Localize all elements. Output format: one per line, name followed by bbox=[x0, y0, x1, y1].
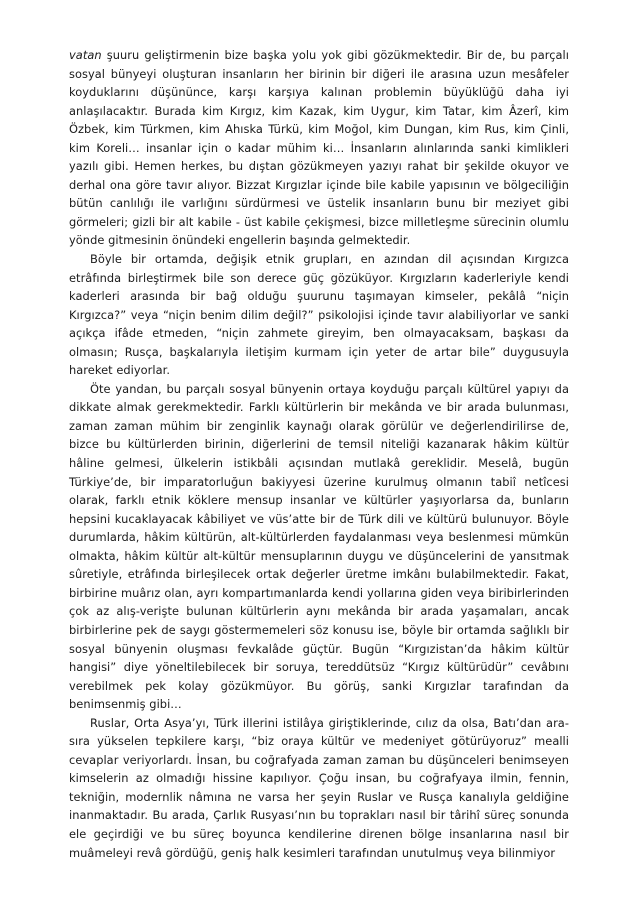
italic-word: vatan bbox=[69, 48, 102, 62]
paragraph-3: Öte yandan, bu parçalı sosyal bünyenin ortaya koyduğu parçalı kültürel yapıyı da dikkate almak gerekmektedir. Farklı kültürlerin bir mekânda ve bir arada bulunması, zaman zaman mühim bir zenginlik kaynağı olarak görülür ve değerlendirilirse de, bizce bu kültürlerden birinin, diğerlerini de temsil niteliği kazanarak hâkim kültür hâline gelmesi, ülkelerin istikbâli açısından mutlakâ gereklidir. Meselâ, bugün Türkiye’de, bir imparatorluğun bakiyyesi üzerine kurulmuş olmanın tabiî netîcesi olarak, farklı etnik köklere mensup insanlar ve kültürler yaşıyorlarsa da, bunların hepsini kucaklayacak kâbiliyet ve vüs’atte bir de Türk dili ve kültürü bulunuyor. Böyle durumlarda, hâkim kültürün, alt-kültürlerden faydalanması veya beslenmesi mümkün olmakta, hâkim kültür alt-kültür mensuplarının duygu ve düşüncelerini de yansıtmak sûretiyle, etrâfında birleşilecek ortak değerler üretme imkânı bulabilmektedir. Fakat, birbirine muârız olan, ayrı kompartımanlarda kendi yollarına giden veya biribirlerinden çok az alış-verişte bulunan kültürlerin aynı mekânda bir arada yaşamaları, ancak birbirlerine pek de saygı göstermemeleri söz konusu ise, böyle bir ortamda sağlıklı bir sosyal bünyenin oluşması fevkalâde güçtür. Bugün “Kırgızistan’da hâkim kültür hangisi” diye yöneltilebilecek bir soruya, tereddütsüz “Kırgız kültürüdür” cevâbını verebilmek pek kolay gözükmüyor. Bu görüş, sanki Kırgızlar tarafından da benimsenmiş gibi… bbox=[69, 381, 569, 712]
paragraph-2: Böyle bir ortamda, değişik etnik grupları, en azından dil açısından Kırgızca etrâfında birleştirmek bile son derece güç gözüküyor. Kırgızların kaderleriyle kendi kaderleri arasında bir bağ olduğu şuurunu taşımayan kimseler, pekâlâ “niçin Kırgızca?” veya “niçin benim dilim değil?” psikolojisi içinde tavır alabiliyorlar ve sanki açıkça ifâde etmeden, “niçin zahmete gireyim, ben olmayacaksam, başkası da olmasın; Rusça, başkalarıyla iletişim kurmam için yeter de artar bile” duygusuyla hareket ediyorlar. bbox=[69, 252, 569, 378]
paragraph-1 bbox=[69, 46, 569, 250]
paragraph-4: Ruslar, Orta Asya’yı, Türk illerini istilâya giriştiklerinde, cılız da olsa, Batı’dan ara-sıra yükselen tepkilere karşı, “biz oraya kültür ve medeniyet götürüyoruz” mealli cevaplar veriyorlardı. İnsan, bu coğrafyada zaman zaman bu düşünceleri benimseyen kimselerin az olmadığı hissine kapılıyor. Çoğu insan, bu coğrafyaya ilmin, fennin, tekniğin, modernlik nâmına ne varsa her şeyin Ruslar ve Rusça kanalıyla geldiğine inanmaktadır. Bu arada, Çarlık Rusyası’nın bu toprakları nasıl bir târihî süreç sonunda ele geçirdiği ve bu süreç boyunca kendilerine direnen bölge insanlarına nasıl bir muâmeleyi revâ gördüğü, geniş halk kesimleri tarafından unutulmuş veya bilinmiyor bbox=[69, 715, 569, 860]
paragraph-text: şuuru geliştirmenin bize başka yolu yok gibi gözükmektedir. Bir de, bu parçalı sosyal bünyeyi oluşturan insanların her birinin bir diğeri ile arasına uzun mesâfeler koyduklarını düşününce, karşı karşıya kalınan problemin büyüklüğü daha iyi anlaşılacaktır. Burada kim Kırgız, kim Kazak, kim Uygur, kim Tatar, kim Âzerî, kim Özbek, kim Türkmen, kim Ahıska Türkü, kim Moğol, kim Dungan, kim Rus, kim Çinli, kim Koreli… insanlar için o kadar mühim ki… İnsanların alınlarında sanki kimlikleri yazılı gibi. Hemen herkes, bu dıştan gözükmeyen yazıyı rahat bir şekilde okuyor ve derhal ona göre tavır alıyor. Bizzat Kırgızlar içinde bile kabile yapısının ve bölgeciliğin bütün canlılığı ile varlığını sürdürmesi ve üstelik insanların bunu bir meziyet gibi görmeleri; gizli bir alt kabile - üst kabile çekişmesi, bizce milletleşme sürecinin olumlu yönde gitmesinin önündeki engellerin başında gelmektedir. bbox=[69, 48, 569, 248]
body-text bbox=[69, 46, 569, 862]
